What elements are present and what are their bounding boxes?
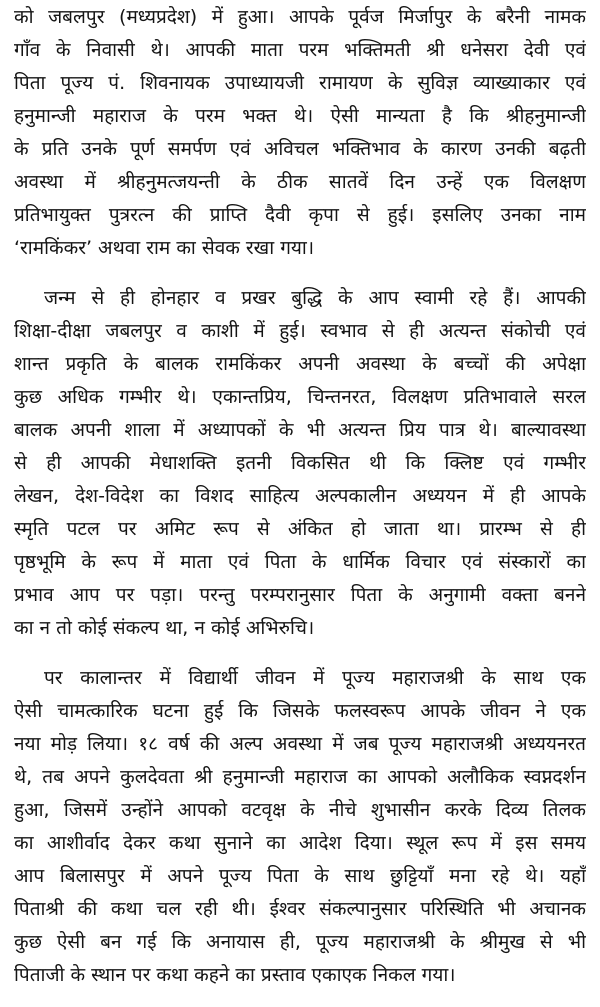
text-line: का आशीर्वाद देकर कथा सुनाने का आदेश दिया। स्थूल रूप में इस समय [14,832,586,854]
text-line: हनुमान्जी महाराज के परम भक्त थे। ऐसी मान्यता है कि श्रीहनुमान्जी [14,105,586,127]
text-line: प्रतिभायुक्त पुत्ररत्न की प्राप्ति दैवी कृपा से हुई। इसलिए उनका नाम [14,204,586,226]
text-line: कुछ अधिक गम्भीर थे। एकान्तप्रिय, चिन्तनरत, विलक्षण प्रतिभावाले सरल [14,386,586,408]
text-line: पृष्ठभूमि के रूप में माता एवं पिता के धार्मिक विचार एवं संस्कारों का [14,551,586,573]
text-line: के प्रति उनके पूर्ण समर्पण एवं अविचल भक्तिभाव के कारण उनकी बढ़ती [14,138,586,160]
text-line: ऐसी चामत्कारिक घटना हुई कि जिसके फलस्वरूप आपके जीवन ने एक [14,700,586,722]
text-line: ‘रामकिंकर’ अथवा राम का सेवक रखा गया। [14,237,315,259]
text-line: पर कालान्तर में विद्यार्थी जीवन में पूज्य महाराजश्री के साथ एक [44,667,586,689]
text-line: को जबलपुर (मध्यप्रदेश) में हुआ। आपके पूर्वज मिर्जापुर के बरैनी नामक [14,6,586,28]
text-line: स्मृति पटल पर अमिट रूप से अंकित हो जाता था। प्रारम्भ से ही [14,518,586,540]
text-line: हुआ, जिसमें उन्होंने आपको वटवृक्ष के नीचे शुभासीन करके दिव्य तिलक [14,799,586,821]
text-line: लेखन, देश-विदेश का विशद साहित्य अल्पकालीन अध्ययन में ही आपके [14,485,586,507]
text-line: का न तो कोई संकल्प था, न कोई अभिरुचि। [14,617,315,639]
text-line: जन्म से ही होनहार व प्रखर बुद्धि के आप स्वामी रहे हैं। आपकी [44,287,586,309]
text-line: पिताजी के स्थान पर कथा कहने का प्रस्ताव एकाएक निकल गया। [14,964,456,986]
text-line: पिताश्री की कथा चल रही थी। ईश्वर संकल्पानुसार परिस्थिति भी अचानक [14,898,586,920]
text-line: नया मोड़ लिया। १८ वर्ष की अल्प अवस्था में जब पूज्य महाराजश्री अध्ययनरत [14,733,586,755]
text-line: आप बिलासपुर में अपने पूज्य पिता के साथ छुट्टियाँ मना रहे थे। यहाँ [14,865,586,887]
text-line: गाँव के निवासी थे। आपकी माता परम भक्तिमती श्री धनेसरा देवी एवं [14,39,586,61]
text-line: पिता पूज्य पं. शिवनायक उपाध्यायजी रामायण के सुविज्ञ व्याख्याकार एवं [14,72,586,94]
text-line: शान्त प्रकृति के बालक रामकिंकर अपनी अवस्था के बच्चों की अपेक्षा [14,353,586,375]
text-line: शिक्षा-दीक्षा जबलपुर व काशी में हुई। स्वभाव से ही अत्यन्त संकोची एवं [14,320,586,342]
text-line: अवस्था में श्रीहनुमत्जयन्ती के ठीक सातवें दिन उन्हें एक विलक्षण [14,171,586,193]
text-line: कुछ ऐसी बन गई कि अनायास ही, पूज्य महाराजश्री के श्रीमुख से भी [14,931,586,953]
text-line: से ही आपकी मेधाशक्ति इतनी विकसित थी कि क्लिष्ट एवं गम्भीर [14,452,586,474]
text-line: बालक अपनी शाला में अध्यापकों के भी अत्यन्त प्रिय पात्र थे। बाल्यावस्था [14,419,586,441]
text-line: थे, तब अपने कुलदेवता श्री हनुमान्जी महाराज का आपको अलौकिक स्वप्नदर्शन [14,766,586,788]
text-line: प्रभाव आप पर पड़ा। परन्तु परम्परानुसार पिता के अनुगामी वक्ता बनने [14,584,586,606]
